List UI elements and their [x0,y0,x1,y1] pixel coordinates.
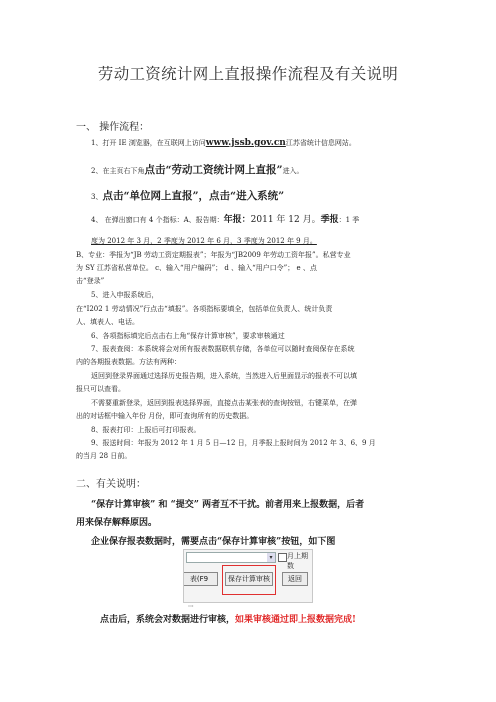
section2-line2: 用来保存解释原因。 [76,518,158,528]
step2-post: 进入。 [282,167,304,175]
step7-line5: 不需要重新登录，返回到报表选择界面，直接点击某张表的查询按钮，右键菜单，在弹 [91,399,357,407]
section2-line1: “保存计算审核” 和 “提交” 两者互不干扰。前者用来上报数据，后者 [91,500,365,510]
period-select[interactable] [186,552,276,563]
table-f9-button[interactable]: 表(F9 [183,572,218,586]
step5-body1: 在“I202 1 劳动情况”行点击“填报”。各项指标要填全，包括单位负责人、统计负责 [76,305,333,313]
step4-line4: 为 SY 江苏省私营单位。 c、输入“用户编码”； d 、输入“用户口令”； e 、点 [76,264,317,272]
step2 [91,164,304,178]
section2-line4-red: 如果审核通过即上报数据完成! [235,615,356,625]
step1-pre: 1、打开 IE 浏览器，在互联网上访问 [91,139,206,147]
step4-line1 [91,214,359,227]
chevron-down-icon[interactable]: ▾ [267,553,275,562]
step5: 5、进入申报系统后， [91,291,159,299]
section2-line4 [100,612,356,625]
section2-line3: 企业保存报表数据时，需要点击“保存计算审核”按钮，如下图 [91,537,336,547]
section2-line4-pre: 点击后，系统会对数据进行审核， [100,615,236,625]
step4-line2: 度为 2012 年 3 月，2 季度为 2012 年 6 月，3 季度为 2012 年 9 月。 [91,237,317,245]
step3 [91,190,284,204]
step8: 8、报表打印：上报后可打印报表。 [91,426,201,434]
step3-bold: 点击“单位网上直报”，点击“进入系统” [102,190,285,202]
prev-period-checkbox[interactable] [278,553,287,562]
section1-heading: 一、 操作流程： [76,122,150,133]
save-audit-screenshot [183,549,313,603]
step4-line1-b: 年报： [223,215,251,225]
step4-line5: 击“登录” [76,277,105,285]
step2-bold: 点击“劳动工资统计网上直报” [144,164,283,176]
step9-line1: 9、报送时间：年报为 2012 年 1 月 5 日—12 日，月季报上报时间为 2012 年 3、6、9 月 [91,439,376,447]
step7-line1: 7、报表查阅：本系统将会对所有报表数据联机存储，各单位可以随时查阅保存在系统 [91,345,355,353]
step7-line4: 报只可以查看。 [76,385,125,393]
step3-num: 3、 [91,193,103,201]
step6: 6、各项指标填完后点击右上角“保存计算审核”，要求审核通过 [91,332,285,340]
step5-body2: 人、填表人、电话。 [76,318,139,326]
section2-heading: 二、有关说明： [76,479,146,490]
step1-post: 江苏省统计信息网站。 [285,139,356,147]
save-calc-audit-button[interactable]: 保存计算审核 [225,572,273,586]
step9-line2: 的当月 28 日前。 [76,452,132,460]
step7-line6: 出的对话框中输入年份 月份，即可查询所有的历史数据。 [76,412,254,420]
prev-period-checkbox-label: 月上期数 [287,552,308,570]
step4-line1-a: 4、 在弹出窗口有 4 个指标：A、报告期： [91,216,224,224]
step4-line1-e: ：1 季 [338,216,360,224]
return-button[interactable]: 返回 [282,572,308,586]
figure-caption: """ [188,604,194,609]
step4-line1-d: 季报 [320,215,339,225]
step1 [91,137,356,150]
step7-line3: 返回到登录界面通过选择历史报告期，进入系统，当然进入后里面显示的报表不可以填 [91,372,357,380]
page-title: 劳动工资统计网上直报操作流程及有关说明 [97,65,399,83]
step7-line2: 内的各期报表数据。方法有两种： [76,358,181,366]
step4-line3: B、专业：季报为“JB 劳动工资定期报表”；年报为“JB2009 年劳动工资年报”。私营专业 [76,251,351,259]
step1-url-link[interactable]: www.jssb.gov.cn [205,138,286,148]
step4-line1-c: 2011 年 12 月。 [250,215,321,225]
step2-pre: 2、在主页右下角 [91,167,145,175]
highlight-box [222,565,276,595]
